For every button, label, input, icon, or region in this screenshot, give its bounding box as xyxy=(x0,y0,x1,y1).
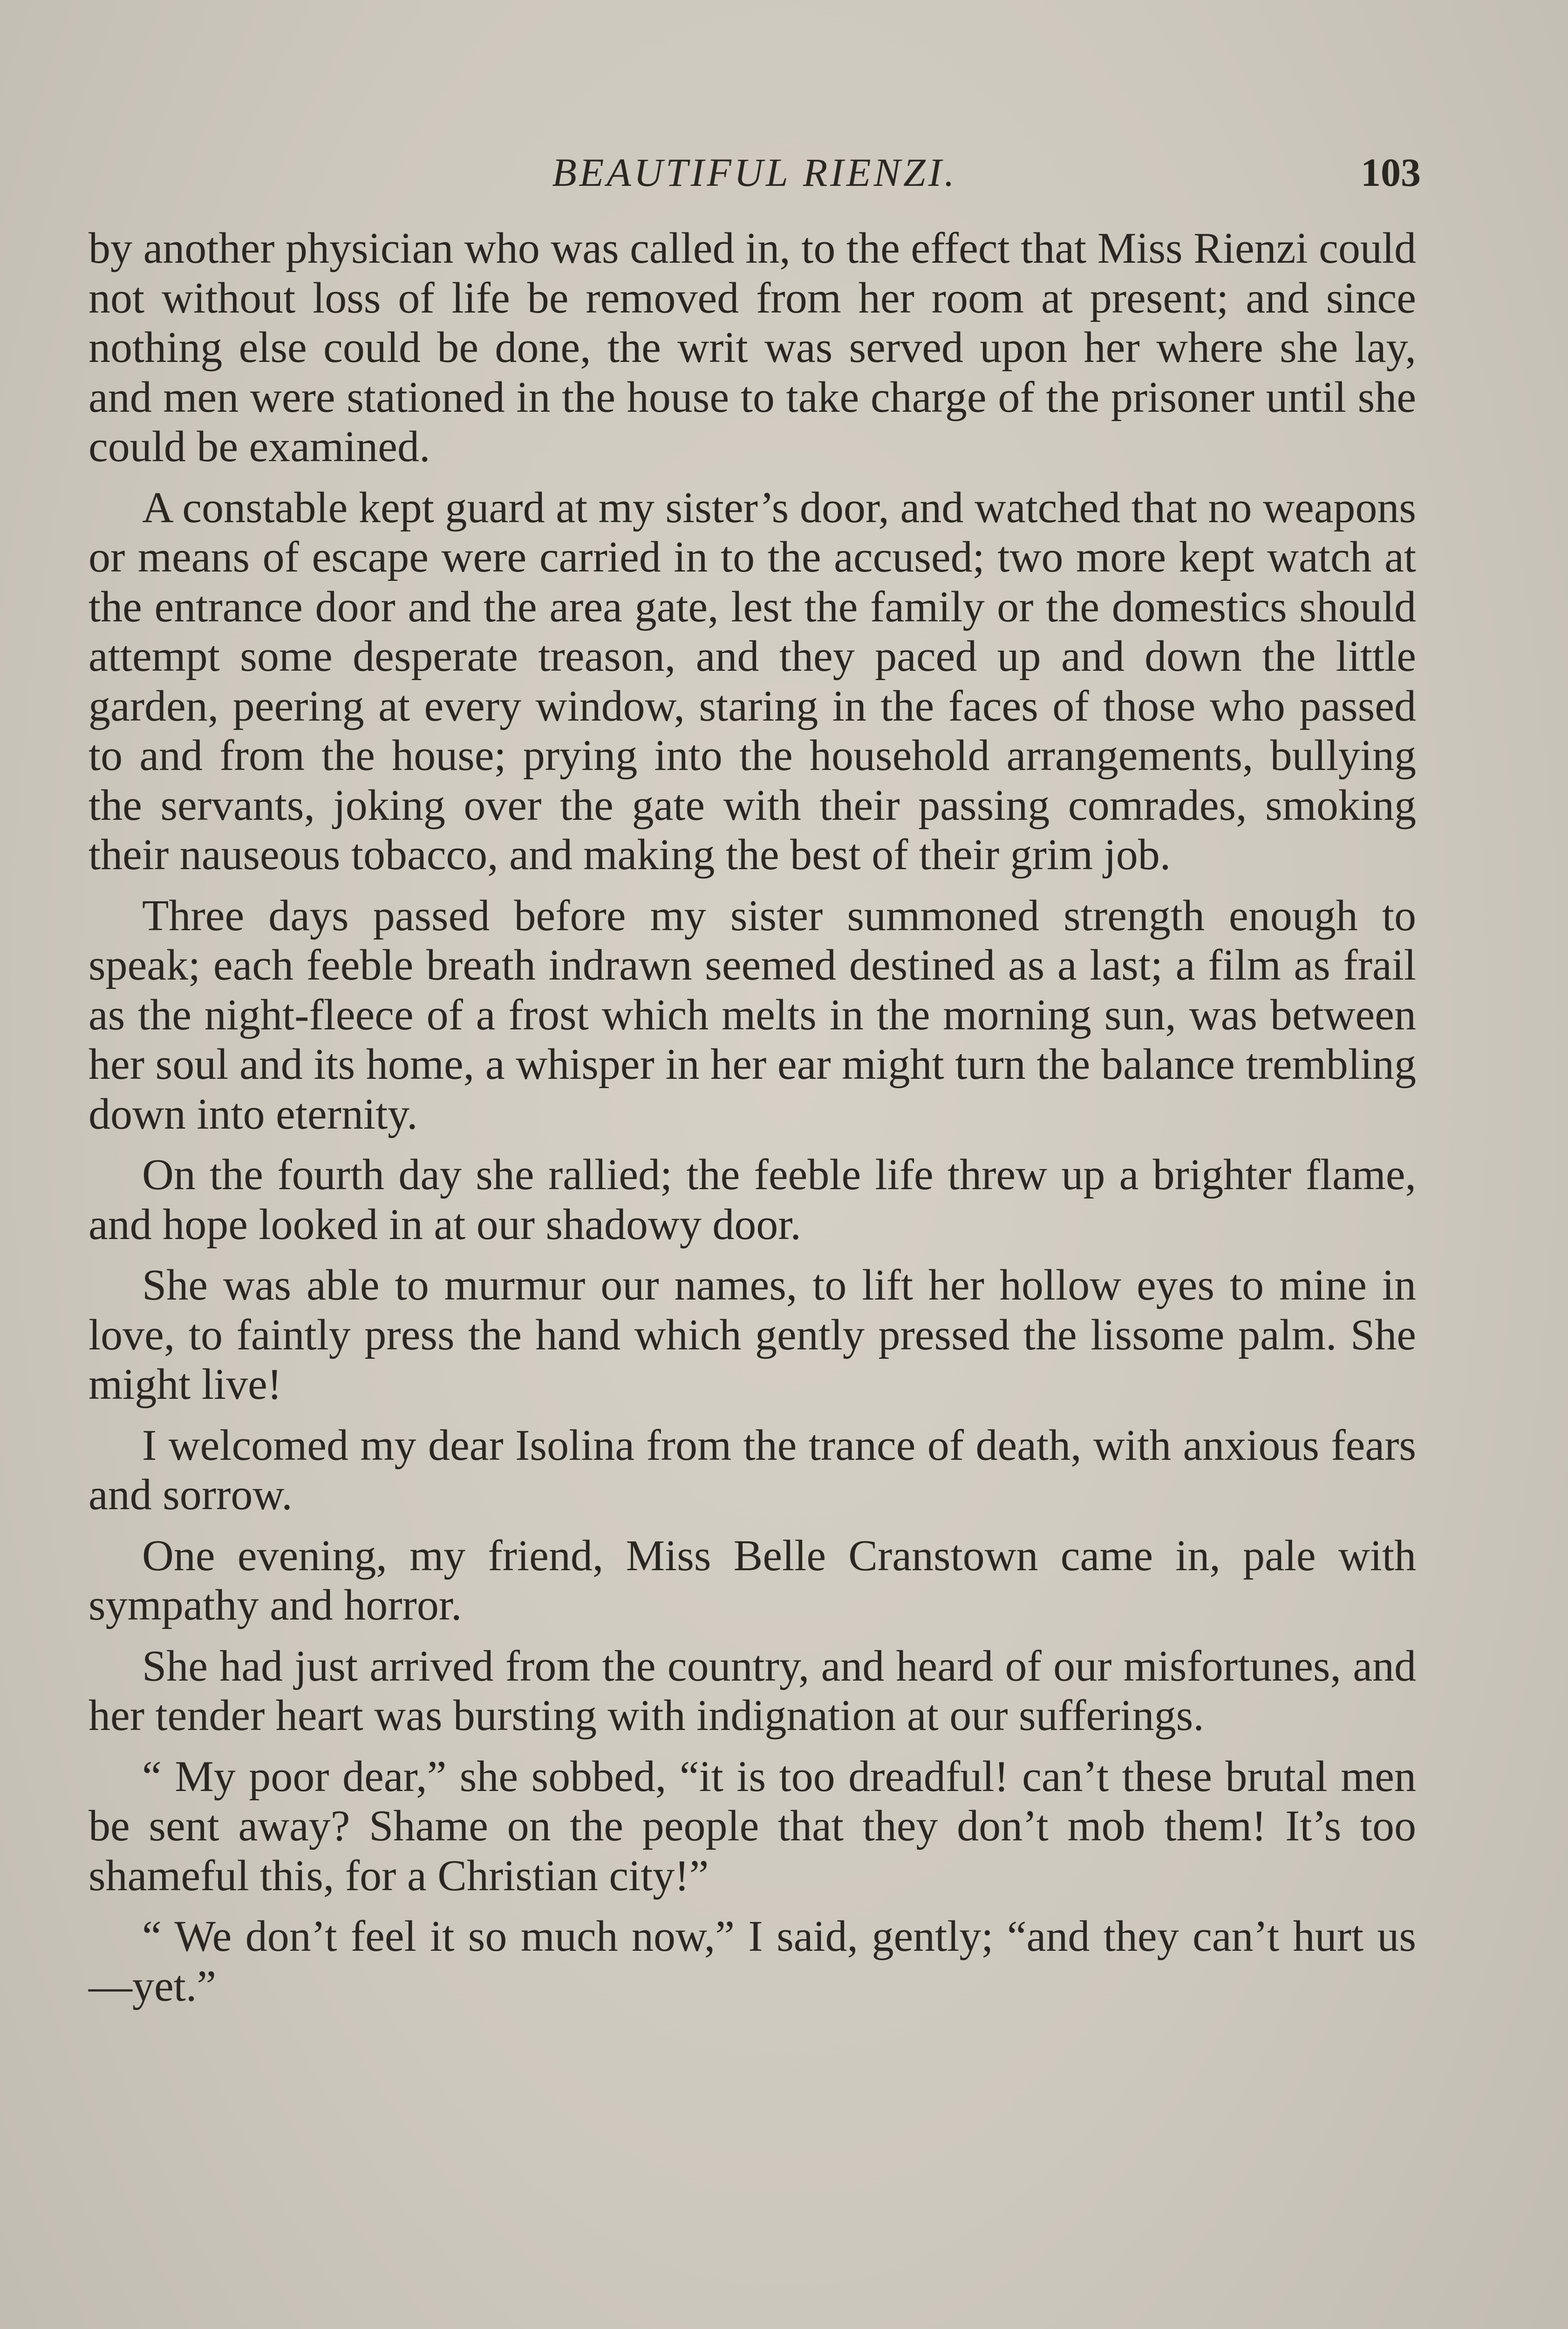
paragraph-3: Three days passed before my sister summoned strength enough to speak; each feeble breath indrawn seemed destined as a last; a film as frail as the night-fleece of a frost which melts in the morning sun, was between her soul and its home, a whisper in her ear might turn the balance trembling down into eternity. xyxy=(89,891,1416,1138)
body-text xyxy=(89,224,1416,2022)
paragraph-10: “ We don’t feel it so much now,” I said, gently; “and they can’t hurt us—yet.” xyxy=(89,1912,1416,2010)
paragraph-8: She had just arrived from the country, and heard of our misfortunes, and her tender heart was bursting with indignation at our sufferings. xyxy=(89,1641,1416,1740)
page-header xyxy=(84,140,1425,205)
paragraph-1: by another physician who was called in, to the effect that Miss Rienzi could not without loss of life be removed from her room at present; and since nothing else could be done, the writ was served upon her where she lay, and men were stationed in the house to take charge of the prisoner until she could be examined. xyxy=(89,224,1416,471)
paragraph-6: I welcomed my dear Isolina from the trance of death, with anxious fears and sorrow. xyxy=(89,1421,1416,1519)
paragraph-7: One evening, my friend, Miss Belle Cranstown came in, pale with sympathy and horror. xyxy=(89,1531,1416,1629)
page-number: 103 xyxy=(1361,150,1421,195)
paragraph-2: A constable kept guard at my sister’s door, and watched that no weapons or means of escape were carried in to the accused; two more kept watch at the entrance door and the area gate, lest the family or the domestics should attempt some desperate treason, and they paced up and down the little garden, peering at every window, staring in the faces of those who passed to and from the house; prying into the household arrangements, bullying the servants, joking over the gate with their passing comrades, smoking their nauseous tobacco, and making the best of their grim job. xyxy=(89,483,1416,879)
paragraph-5: She was able to murmur our names, to lift her hollow eyes to mine in love, to faintly press the hand which gently pressed the lissome palm. She might live! xyxy=(89,1261,1416,1409)
paragraph-9: “ My poor dear,” she sobbed, “it is too dreadful! can’t these brutal men be sent away? Shame on the people that they don’t mob them! It’s too shameful this, for a Christian city!” xyxy=(89,1752,1416,1900)
running-title: BEAUTIFUL RIENZI. xyxy=(552,150,957,195)
paragraph-4: On the fourth day she rallied; the feeble life threw up a brighter flame, and hope looked in at our shadowy door. xyxy=(89,1151,1416,1249)
